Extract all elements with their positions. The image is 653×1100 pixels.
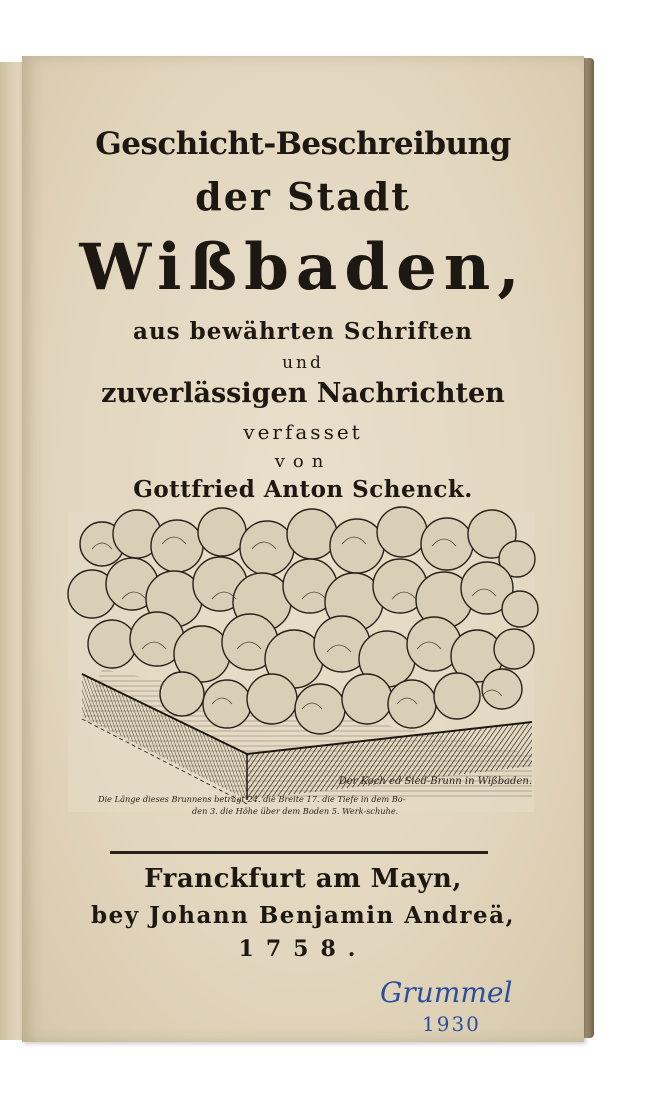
handwritten-annotation (380, 976, 540, 1036)
imprint-place: Franckfurt am Mayn, (144, 864, 462, 894)
annotation-year: 1930 (422, 1012, 481, 1036)
subtitle-line-3: zuverlässigen Nachrichten (101, 378, 505, 409)
subtitle-line-2: und (282, 353, 324, 373)
subtitle-line-1: aus bewährten Schriften (133, 318, 473, 345)
imprint-year: 1758. (238, 936, 368, 962)
title-page (22, 56, 584, 1042)
engraving-caption-line-2: den 3. die Höhe über dem Boden 5. Werk-schuhe. (192, 806, 399, 816)
annotation-signature: Grummel (380, 976, 513, 1009)
author-name: Gottfried Anton Schenck. (133, 476, 473, 503)
divider-rule (110, 851, 488, 854)
title-line-1: Geschicht-Beschreibung (95, 126, 511, 162)
imprint-publisher: bey Johann Benjamin Andreä, (90, 902, 516, 929)
engraving-illustration (62, 504, 540, 844)
subtitle-line-4: verfasset (243, 420, 363, 444)
title-line-2: der Stadt (195, 174, 411, 219)
title-city: Wißbaden, (79, 230, 527, 305)
engraving-caption-line-1: Die Länge dieses Brunnens beträgt 24. die Breite 17. die Tiefe in dem Bo- (98, 794, 406, 804)
engraving-caption-title: Der Koch ed Sied-Brunn in Wißbaden. (338, 776, 532, 787)
subtitle-line-5: von (274, 451, 332, 472)
